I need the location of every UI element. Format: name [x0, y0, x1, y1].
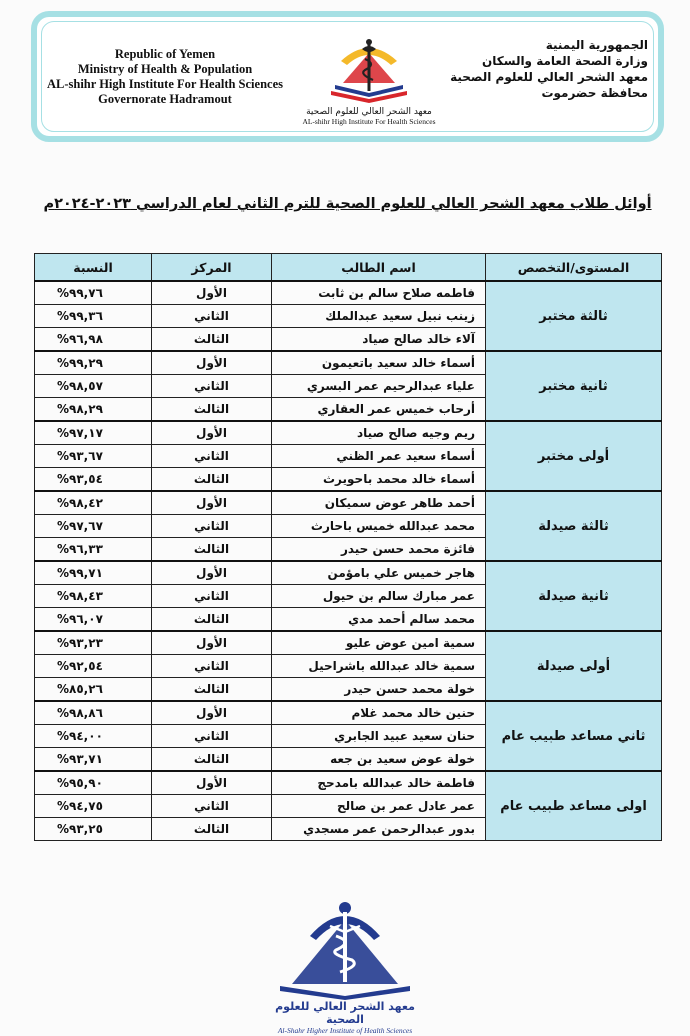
student-name: بدور عبدالرحمن عمر مسجدي [272, 818, 486, 841]
student-rank: الثالث [152, 748, 272, 772]
student-percentage: %٩٨,٤٣ [35, 585, 152, 608]
letterhead [31, 11, 664, 142]
student-percentage: %٩٣,٧١ [35, 748, 152, 772]
student-rank: الثالث [152, 398, 272, 422]
student-name: أرحاب خميس عمر العقاري [272, 398, 486, 422]
en-line-institute: AL-shihr High Institute For Health Sciences [46, 77, 283, 91]
table-row [35, 631, 662, 655]
level-cell: ثالثة مختبر [486, 281, 662, 351]
student-rank: الأول [152, 421, 272, 445]
footer-logo [255, 896, 435, 1036]
student-name: محمد عبدالله خميس باحارث [272, 515, 486, 538]
ar-line-institute: معهد الشحر العالي للعلوم الصحية [450, 70, 648, 84]
student-name: ريم وجيه صالح صياد [272, 421, 486, 445]
header-level: المستوى/التخصص [486, 254, 662, 282]
student-rank: الأول [152, 281, 272, 305]
student-rank: الأول [152, 631, 272, 655]
ar-line-governorate: محافظة حضرموت [541, 86, 648, 100]
level-cell: ثانية صيدلة [486, 561, 662, 631]
institute-logo [299, 35, 439, 127]
student-name: فاطمه صلاح سالم بن ثابت [272, 281, 486, 305]
table-row [35, 421, 662, 445]
table-row [35, 351, 662, 375]
level-cell: ثاني مساعد طبيب عام [486, 701, 662, 771]
level-cell: ثانية مختبر [486, 351, 662, 421]
student-name: فائزة محمد حسن حيدر [272, 538, 486, 562]
student-rank: الثاني [152, 655, 272, 678]
document-title: أوائل طلاب معهد الشحر العالي للعلوم الصحية للترم الثاني لعام الدراسي ٢٠٢٣-٢٠٢٤م [43, 196, 652, 212]
letterhead-arabic [448, 37, 648, 101]
student-rank: الثاني [152, 445, 272, 468]
student-percentage: %٩٨,٨٦ [35, 701, 152, 725]
student-rank: الثاني [152, 515, 272, 538]
student-name: حنان سعيد عبيد الجابري [272, 725, 486, 748]
level-cell: اولى مساعد طبيب عام [486, 771, 662, 841]
student-rank: الثاني [152, 585, 272, 608]
student-percentage: %٩٤,٧٥ [35, 795, 152, 818]
student-name: سمية امين عوض عليو [272, 631, 486, 655]
student-percentage: %٩٩,٧٦ [35, 281, 152, 305]
student-rank: الثاني [152, 375, 272, 398]
student-rank: الثالث [152, 468, 272, 492]
student-rank: الثالث [152, 608, 272, 632]
student-name: عمر عادل عمر بن صالح [272, 795, 486, 818]
student-name: فاطمة خالد عبدالله بامدحج [272, 771, 486, 795]
footer-logo-caption-arabic: معهد الشحر العالي للعلوم الصحية [275, 1000, 415, 1026]
student-name: آلاء خالد صالح صياد [272, 328, 486, 352]
level-cell: ثالثة صيدلة [486, 491, 662, 561]
student-name: خولة عوض سعيد بن جعه [272, 748, 486, 772]
logo-caption-english: AL-shihr High Institute For Health Sciences [302, 117, 436, 126]
student-name: حنين خالد محمد غلام [272, 701, 486, 725]
student-rank: الثالث [152, 538, 272, 562]
student-rank: الثالث [152, 818, 272, 841]
student-rank: الأول [152, 561, 272, 585]
table-row [35, 281, 662, 305]
student-percentage: %٩٥,٩٠ [35, 771, 152, 795]
student-rank: الثاني [152, 725, 272, 748]
table-row [35, 561, 662, 585]
table-row [35, 701, 662, 725]
logo-caption-arabic: معهد الشحر العالي للعلوم الصحية [306, 107, 432, 117]
student-percentage: %٩٤,٠٠ [35, 725, 152, 748]
en-line-country: Republic of Yemen [114, 47, 216, 61]
en-line-governorate: Governorate Hadramout [98, 92, 232, 106]
student-percentage: %٩٦,٠٧ [35, 608, 152, 632]
level-cell: أولى صيدلة [486, 631, 662, 701]
student-percentage: %٩٣,٥٤ [35, 468, 152, 492]
student-name: علياء عبدالرحيم عمر البسري [272, 375, 486, 398]
student-name: زينب نبيل سعيد عبدالملك [272, 305, 486, 328]
level-cell: أولى مختبر [486, 421, 662, 491]
table-header-row [35, 254, 662, 282]
student-rank: الثاني [152, 305, 272, 328]
header-student-name: اسم الطالب [272, 254, 486, 282]
header-rank: المركز [152, 254, 272, 282]
student-rank: الثالث [152, 328, 272, 352]
student-percentage: %٨٥,٢٦ [35, 678, 152, 702]
letterhead-english [45, 47, 285, 107]
student-percentage: %٩٩,٧١ [35, 561, 152, 585]
student-percentage: %٩٨,٥٧ [35, 375, 152, 398]
student-percentage: %٩٩,٢٩ [35, 351, 152, 375]
student-percentage: %٩٦,٣٣ [35, 538, 152, 562]
student-rank: الأول [152, 701, 272, 725]
header-percentage: النسبة [35, 254, 152, 282]
student-percentage: %٩٨,٢٩ [35, 398, 152, 422]
student-name: عمر مبارك سالم بن حيول [272, 585, 486, 608]
student-name: سمية خالد عبدالله باشراحيل [272, 655, 486, 678]
student-name: هاجر خميس علي بامؤمن [272, 561, 486, 585]
student-rank: الأول [152, 771, 272, 795]
table-row [35, 491, 662, 515]
student-name: أحمد طاهر عوض سميكان [272, 491, 486, 515]
student-rank: الثاني [152, 795, 272, 818]
student-percentage: %٩٢,٥٤ [35, 655, 152, 678]
student-percentage: %٩٣,٦٧ [35, 445, 152, 468]
top-students-table [34, 253, 662, 841]
table-row [35, 771, 662, 795]
student-percentage: %٩٣,٢٣ [35, 631, 152, 655]
student-name: محمد سالم أحمد مدي [272, 608, 486, 632]
student-percentage: %٩٧,٦٧ [35, 515, 152, 538]
student-percentage: %٩٣,٢٥ [35, 818, 152, 841]
footer-logo-caption-english: Al-Shahr Higher Institute of Health Sciences [277, 1026, 413, 1035]
student-rank: الأول [152, 351, 272, 375]
ar-line-ministry: وزارة الصحة العامة والسكان [482, 54, 648, 68]
student-percentage: %٩٧,١٧ [35, 421, 152, 445]
student-name: أسماء سعيد عمر الظني [272, 445, 486, 468]
student-percentage: %٩٩,٣٦ [35, 305, 152, 328]
student-percentage: %٩٦,٩٨ [35, 328, 152, 352]
en-line-ministry: Ministry of Health & Population [77, 62, 253, 76]
student-name: أسماء خالد محمد باحويرث [272, 468, 486, 492]
student-name: أسماء خالد سعيد باتعيمون [272, 351, 486, 375]
student-rank: الأول [152, 491, 272, 515]
student-rank: الثالث [152, 678, 272, 702]
institute-seal-icon [270, 896, 420, 1000]
ar-line-country: الجمهورية اليمنية [545, 38, 648, 52]
caduceus-book-icon [321, 35, 417, 105]
student-percentage: %٩٨,٤٢ [35, 491, 152, 515]
student-name: خولة محمد حسن حيدر [272, 678, 486, 702]
